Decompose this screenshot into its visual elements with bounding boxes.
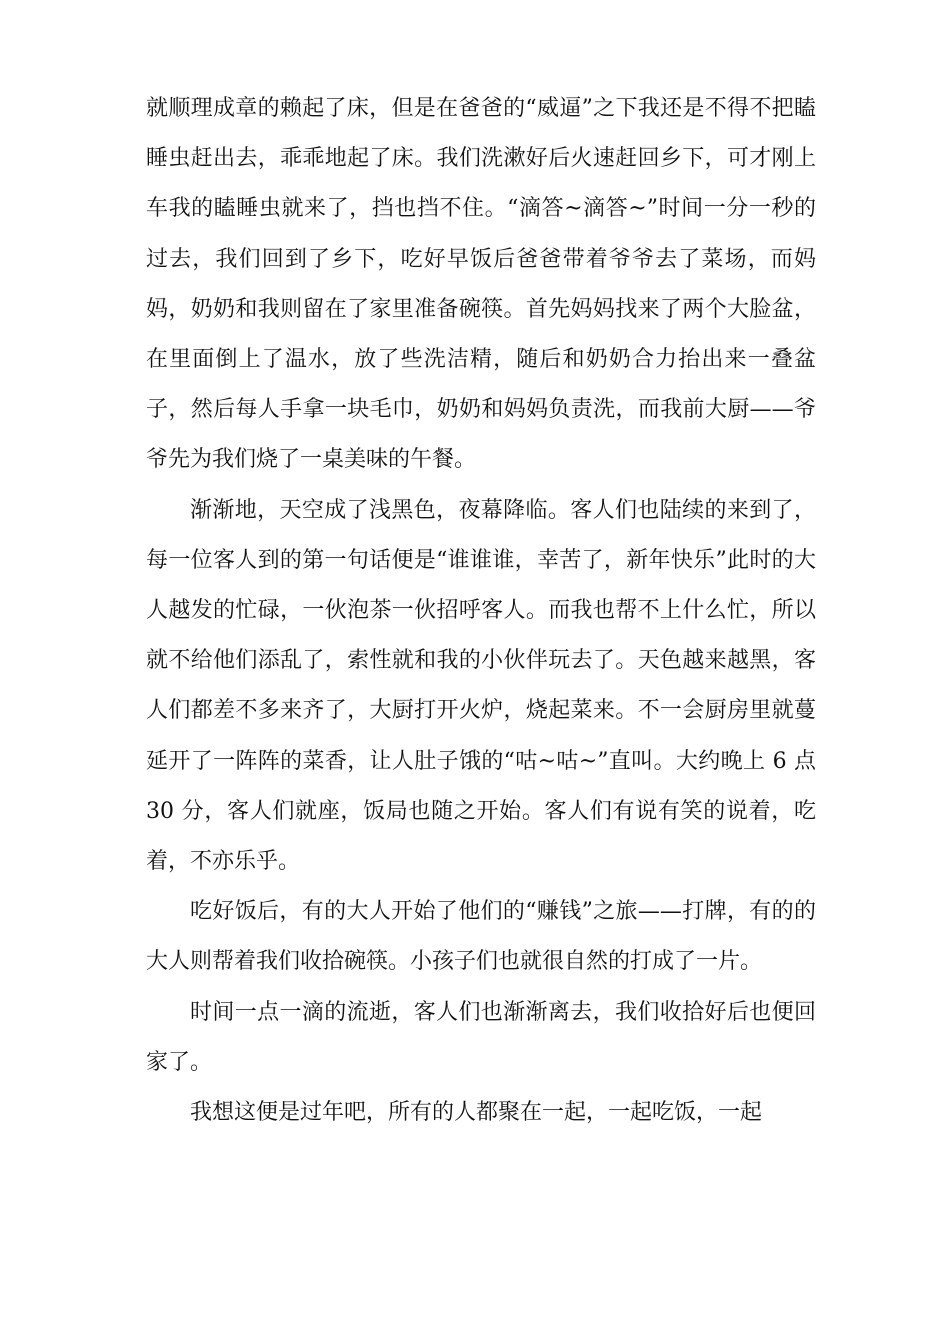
paragraph-1: 就顺理成章的赖起了床，但是在爸爸的“威逼”之下我还是不得不把瞌睡虫赶出去，乖乖地起了床。我们洗漱好后火速赶回乡下，可才刚上车我的瞌睡虫就来了，挡也挡不住。“滴答~滴答~”时间一分一秒的过去，我们回到了乡下，吃好早饭后爸爸带着爷爷去了菜场，而妈妈，奶奶和我则留在了家里准备碗筷。首先妈妈找来了两个大脸盆，在里面倒上了温水，放了些洗洁精，随后和奶奶合力抬出来一叠盆子，然后每人手拿一块毛巾，奶奶和妈妈负责洗，而我前大厨——爷爷先为我们烧了一桌美味的午餐。 xyxy=(146,96,816,473)
paragraph-2: 渐渐地，天空成了浅黑色，夜幕降临。客人们也陆续的来到了，每一位客人到的第一句话便是“谁谁谁，幸苦了，新年快乐”此时的大人越发的忙碌，一伙泡茶一伙招呼客人。而我也帮不上什么忙，所以就不给他们添乱了，索性就和我的小伙伴玩去了。天色越来越黑，客人们都差不多来齐了，大厨打开火炉，烧起菜来。不一会厨房里就蔓延开了一阵阵的菜香，让人肚子饿的“咕~咕~”直叫。大约晚上 6 点 30 分，客人们就座，饭局也随之开始。客人们有说有笑的说着，吃着，不亦乐乎。 xyxy=(146,497,816,875)
paragraph-4: 时间一点一滴的流逝，客人们也渐渐离去，我们收拾好后也便回家了。 xyxy=(146,999,816,1075)
document-body xyxy=(146,84,816,1138)
paragraph-5: 我想这便是过年吧，所有的人都聚在一起，一起吃饭，一起 xyxy=(190,1100,763,1126)
paragraph-3: 吃好饭后，有的大人开始了他们的“赚钱”之旅——打牌，有的的大人则帮着我们收拾碗筷。小孩子们也就很自然的打成了一片。 xyxy=(146,899,816,975)
